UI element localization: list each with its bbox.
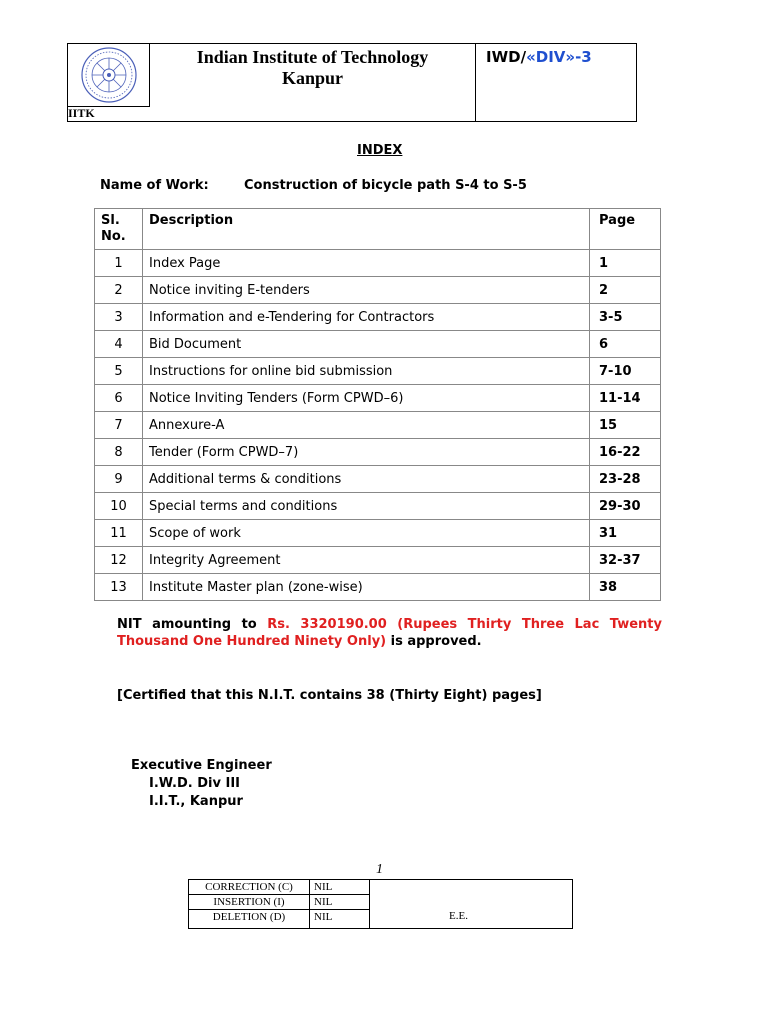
row-sl-number: 7 xyxy=(95,412,143,439)
column-header-sl: Sl. No. xyxy=(95,209,143,250)
row-page-range: 16-22 xyxy=(590,439,661,466)
row-page-range: 38 xyxy=(590,574,661,601)
institute-name-line2: Kanpur xyxy=(281,68,344,88)
row-description: Information and e-Tendering for Contractors xyxy=(143,304,590,331)
work-name: Construction of bicycle path S-4 to S-5 xyxy=(244,178,527,193)
insertion-value: NIL xyxy=(310,895,369,910)
row-description: Tender (Form CPWD–7) xyxy=(143,439,590,466)
signature-block xyxy=(131,757,272,811)
table-row xyxy=(95,358,661,385)
deletion-value: NIL xyxy=(314,911,333,923)
ee-sign-label: E.E. xyxy=(449,910,468,922)
row-page-range: 3-5 xyxy=(590,304,661,331)
row-sl-number: 11 xyxy=(95,520,143,547)
row-page-range: 31 xyxy=(590,520,661,547)
work-label: Name of Work: xyxy=(100,178,209,193)
table-row xyxy=(95,439,661,466)
row-description: Instructions for online bid submission xyxy=(143,358,590,385)
row-description: Bid Document xyxy=(143,331,590,358)
institute-code-cell xyxy=(68,106,150,122)
index-table xyxy=(94,208,661,601)
nit-suffix: is approved. xyxy=(386,634,482,649)
row-sl-number: 12 xyxy=(95,547,143,574)
deletion-label: DELETION (D) xyxy=(212,911,286,923)
row-page-range: 1 xyxy=(590,250,661,277)
institute-name-line1: Indian Institute of Technology xyxy=(196,47,429,67)
logo-cell xyxy=(68,44,150,106)
row-sl-number: 10 xyxy=(95,493,143,520)
row-description: Scope of work xyxy=(143,520,590,547)
reference-division-field: «DIV»-3 xyxy=(526,48,592,66)
row-description: Notice inviting E-tenders xyxy=(143,277,590,304)
institute-title xyxy=(150,44,476,122)
institute-code: IITK xyxy=(68,106,95,120)
table-row xyxy=(95,547,661,574)
row-sl-number: 2 xyxy=(95,277,143,304)
row-page-range: 2 xyxy=(590,277,661,304)
nit-prefix: NIT amounting to xyxy=(117,617,268,632)
document-header xyxy=(67,43,637,122)
row-page-range: 6 xyxy=(590,331,661,358)
row-page-range: 15 xyxy=(590,412,661,439)
row-sl-number: 6 xyxy=(95,385,143,412)
corrections-labels xyxy=(189,880,310,928)
row-description: Index Page xyxy=(143,250,590,277)
row-sl-number: 5 xyxy=(95,358,143,385)
certification-statement: [Certified that this N.I.T. contains 38 (Thirty Eight) pages] xyxy=(117,688,542,703)
nit-amount-statement xyxy=(117,616,662,650)
row-sl-number: 4 xyxy=(95,331,143,358)
row-page-range: 23-28 xyxy=(590,466,661,493)
row-description: Special terms and conditions xyxy=(143,493,590,520)
insertion-label: INSERTION (I) xyxy=(189,895,309,910)
row-page-range: 32-37 xyxy=(590,547,661,574)
iitk-seal-icon xyxy=(80,46,138,104)
signatory-designation: Executive Engineer xyxy=(131,758,272,773)
column-header-description: Description xyxy=(143,209,590,250)
table-row xyxy=(95,520,661,547)
row-page-range: 11-14 xyxy=(590,385,661,412)
table-row xyxy=(95,385,661,412)
row-sl-number: 3 xyxy=(95,304,143,331)
table-row xyxy=(95,412,661,439)
row-sl-number: 8 xyxy=(95,439,143,466)
row-sl-number: 1 xyxy=(95,250,143,277)
index-table-header xyxy=(95,209,661,250)
table-row xyxy=(95,304,661,331)
row-sl-number: 13 xyxy=(95,574,143,601)
row-description: Institute Master plan (zone-wise) xyxy=(143,574,590,601)
signatory-division: I.W.D. Div III xyxy=(149,776,241,791)
table-row xyxy=(95,466,661,493)
row-page-range: 29-30 xyxy=(590,493,661,520)
row-description: Annexure-A xyxy=(143,412,590,439)
reference-number xyxy=(486,48,592,66)
table-row xyxy=(95,493,661,520)
reference-cell xyxy=(476,44,636,122)
row-description: Notice Inviting Tenders (Form CPWD–6) xyxy=(143,385,590,412)
table-row xyxy=(95,574,661,601)
row-sl-number: 9 xyxy=(95,466,143,493)
column-header-page: Page xyxy=(590,209,661,250)
nit-amount: Rs. 3320190.00 (Rupees Thirty Three Lac Twenty Thousand One Hundred Ninety Only) xyxy=(117,617,662,649)
row-description: Additional terms & conditions xyxy=(143,466,590,493)
row-description: Integrity Agreement xyxy=(143,547,590,574)
page-number: 1 xyxy=(376,862,383,877)
reference-prefix: IWD/ xyxy=(486,48,527,66)
table-row xyxy=(95,277,661,304)
signatory-institute: I.I.T., Kanpur xyxy=(149,794,243,809)
corrections-values xyxy=(310,880,370,928)
index-title: INDEX xyxy=(357,143,403,158)
row-page-range: 7-10 xyxy=(590,358,661,385)
correction-label: CORRECTION (C) xyxy=(189,880,309,895)
table-row xyxy=(95,331,661,358)
table-row xyxy=(95,250,661,277)
correction-value: NIL xyxy=(310,880,369,895)
corrections-box xyxy=(188,879,573,929)
